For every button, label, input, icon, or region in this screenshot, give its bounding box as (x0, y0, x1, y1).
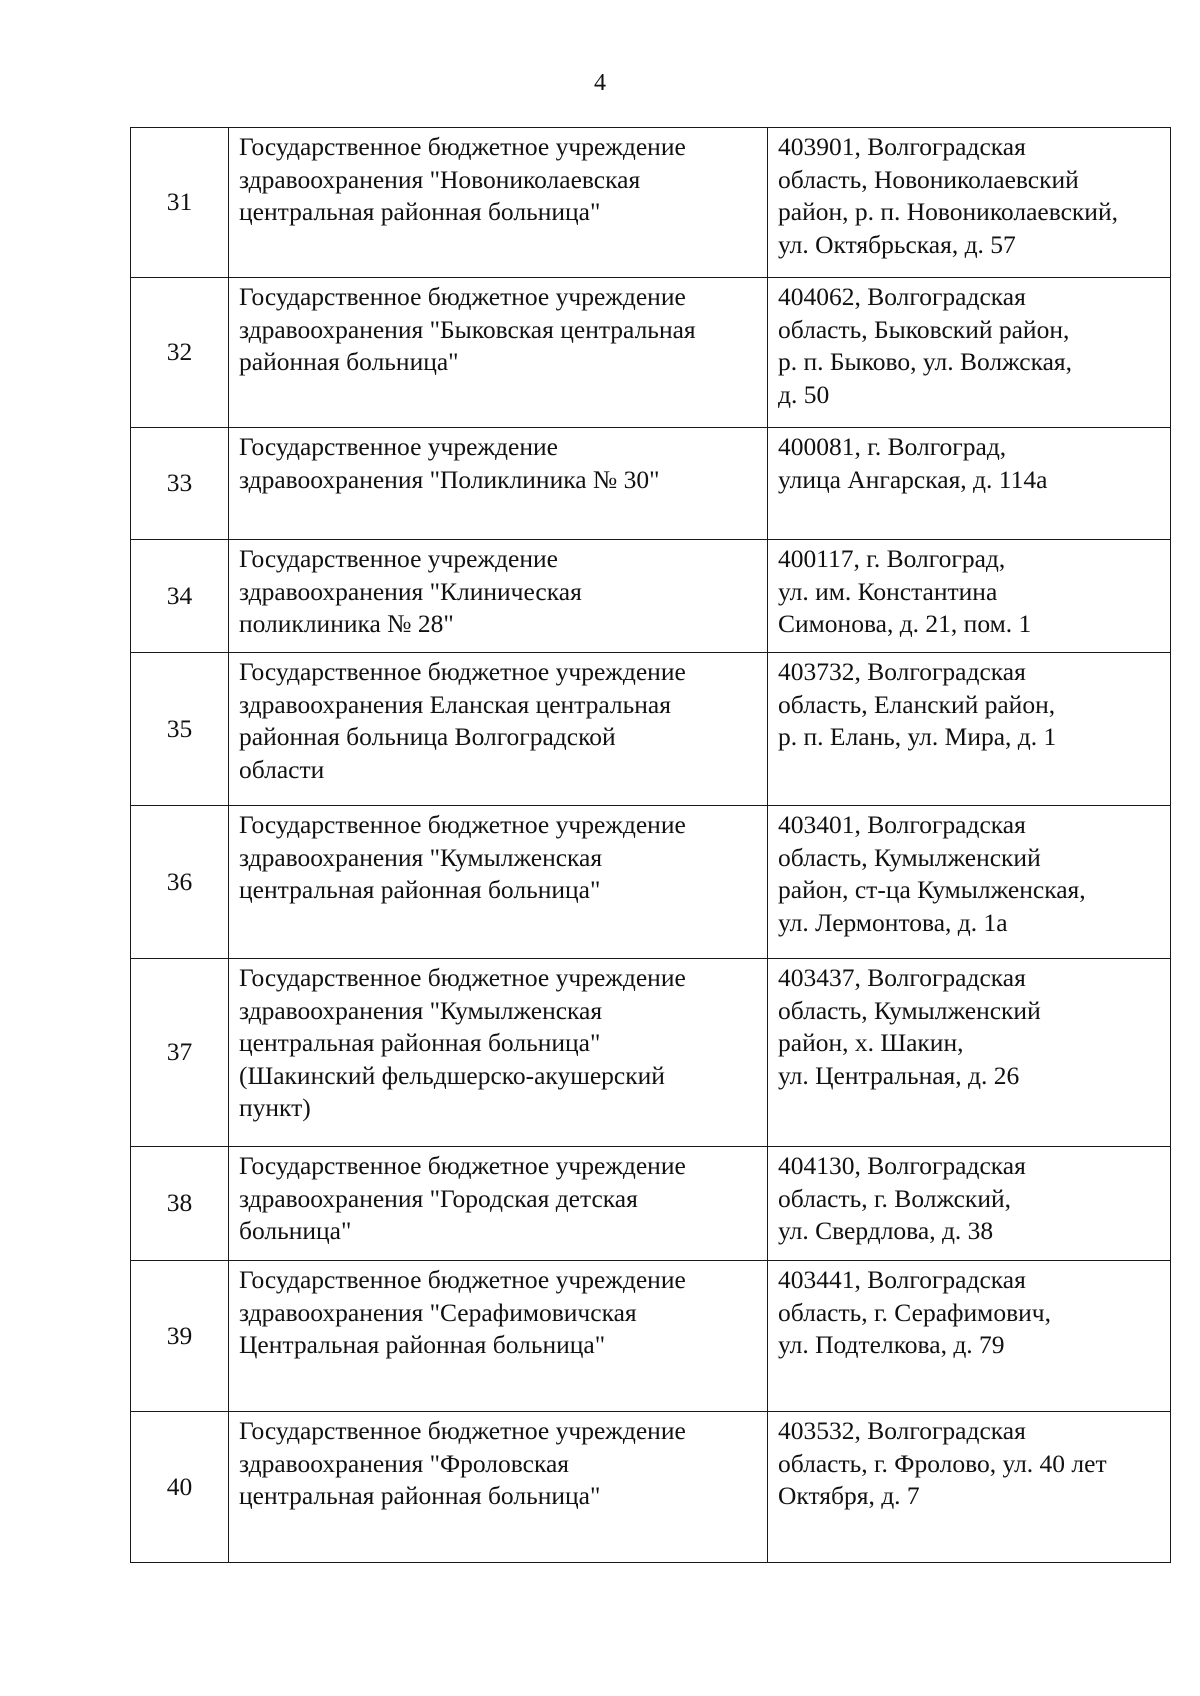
address-line: ул. Лермонтова, д. 1а (778, 907, 1008, 937)
address-line: ул. им. Константина (778, 576, 998, 606)
row-number: 36 (131, 806, 229, 959)
institution-address (768, 1147, 1171, 1261)
address-line: 404130, Волгоградская (778, 1151, 1026, 1180)
table-row (131, 1147, 1171, 1261)
institution-address (768, 278, 1171, 428)
institution-name-line: больница" (239, 1216, 352, 1245)
row-number: 35 (131, 653, 229, 806)
institution-address (768, 1261, 1171, 1412)
institution-name-line: Государственное бюджетное учреждение (239, 1151, 686, 1180)
institution-name (229, 428, 768, 540)
institution-name-line: пункт) (239, 1093, 311, 1122)
institution-name-line: центральная районная больница" (239, 197, 601, 226)
institution-name-line: здравоохранения "Кумылженская (239, 995, 603, 1025)
institutions-table (130, 127, 1171, 1563)
table-row (131, 653, 1171, 806)
institution-name-line: центральная районная больница" (239, 875, 601, 904)
address-line: район, р. п. Новониколаевский, (778, 197, 1118, 226)
address-line: область, Новониколаевский (778, 164, 1079, 194)
institution-address (768, 806, 1171, 959)
address-line: ул. Подтелкова, д. 79 (778, 1330, 1005, 1359)
table-row (131, 540, 1171, 653)
institutions-table-body (131, 128, 1171, 1563)
institution-name (229, 1147, 768, 1261)
address-line: ул. Свердлова, д. 38 (778, 1216, 994, 1245)
address-line: р. п. Елань, ул. Мира, д. 1 (778, 722, 1057, 751)
institution-name-line: центральная районная больница" (239, 1481, 601, 1510)
address-line: район, ст-ца Кумылженская, (778, 875, 1086, 904)
institution-name (229, 540, 768, 653)
address-line: район, х. Шакин, (778, 1028, 964, 1057)
institution-address (768, 653, 1171, 806)
institution-name-line: Государственное бюджетное учреждение (239, 132, 686, 161)
address-line: д. 50 (778, 379, 830, 409)
address-line: область, г. Серафимович, (778, 1297, 1051, 1327)
institution-name-line: районная больница" (239, 347, 459, 376)
institution-name-line: районная больница Волгоградской (239, 722, 616, 751)
address-line: Октября, д. 7 (778, 1481, 920, 1510)
table-row (131, 128, 1171, 278)
institution-name-line: здравоохранения "Быковская центральная (239, 314, 696, 344)
institution-name-line: здравоохранения Еланская центральная (239, 689, 671, 719)
address-line: улица Ангарская, д. 114а (778, 464, 1048, 494)
address-line: область, г. Фролово, ул. 40 лет (778, 1448, 1107, 1478)
institution-name-line: Государственное бюджетное учреждение (239, 657, 686, 686)
institution-name (229, 278, 768, 428)
row-number: 38 (131, 1147, 229, 1261)
row-number: 40 (131, 1412, 229, 1563)
institution-name-line: здравоохранения "Новониколаевская (239, 164, 641, 194)
institution-name-line: здравоохранения "Кумылженская (239, 842, 603, 872)
address-line: область, Кумылженский (778, 842, 1041, 872)
address-line: 403437, Волгоградская (778, 963, 1026, 992)
institution-name-line: здравоохранения "Городская детская (239, 1183, 638, 1213)
institution-name-line: здравоохранения "Серафимовичская (239, 1297, 637, 1327)
institution-name (229, 1261, 768, 1412)
institution-name-line: Центральная районная больница" (239, 1330, 606, 1359)
table-row (131, 428, 1171, 540)
address-line: 400117, г. Волгоград, (778, 544, 1006, 573)
address-line: 403901, Волгоградская (778, 132, 1026, 161)
address-line: область, Кумылженский (778, 995, 1041, 1025)
institution-address (768, 128, 1171, 278)
row-number: 31 (131, 128, 229, 278)
institution-address (768, 540, 1171, 653)
address-line: р. п. Быково, ул. Волжская, (778, 347, 1073, 376)
institution-name-line: Государственное бюджетное учреждение (239, 1265, 686, 1294)
address-line: область, Еланский район, (778, 689, 1056, 719)
address-line: ул. Октябрьская, д. 57 (778, 229, 1016, 259)
institution-name (229, 653, 768, 806)
institution-name (229, 1412, 768, 1563)
institution-name (229, 128, 768, 278)
institution-name-line: Государственное бюджетное учреждение (239, 810, 686, 839)
row-number: 34 (131, 540, 229, 653)
row-number: 37 (131, 959, 229, 1147)
address-line: ул. Центральная, д. 26 (778, 1060, 1020, 1090)
page-number: 4 (594, 70, 606, 96)
institution-name-line: поликлиника № 28" (239, 609, 454, 638)
institution-name-line: здравоохранения "Клиническая (239, 576, 582, 606)
institution-address (768, 428, 1171, 540)
row-number: 32 (131, 278, 229, 428)
address-line: 400081, г. Волгоград, (778, 432, 1007, 461)
institution-name-line: Государственное бюджетное учреждение (239, 963, 686, 992)
institution-name-line: Государственное бюджетное учреждение (239, 282, 686, 311)
address-line: область, г. Волжский, (778, 1183, 1011, 1213)
address-line: 404062, Волгоградская (778, 282, 1026, 311)
address-line: область, Быковский район, (778, 314, 1070, 344)
address-line: 403732, Волгоградская (778, 657, 1026, 686)
institution-name-line: центральная районная больница" (239, 1028, 601, 1057)
institution-name-line: (Шакинский фельдшерско-акушерский (239, 1060, 665, 1090)
address-line: 403441, Волгоградская (778, 1265, 1026, 1294)
institution-name-line: Государственное учреждение (239, 432, 558, 461)
institution-name-line: Государственное бюджетное учреждение (239, 1416, 686, 1445)
institution-name-line: здравоохранения "Поликлиника № 30" (239, 464, 660, 494)
table-row (131, 806, 1171, 959)
institution-address (768, 1412, 1171, 1563)
table-row (131, 959, 1171, 1147)
institution-name (229, 806, 768, 959)
institution-name-line: здравоохранения "Фроловская (239, 1448, 570, 1478)
table-row (131, 1261, 1171, 1412)
address-line: Симонова, д. 21, пом. 1 (778, 609, 1032, 638)
institution-name-line: области (239, 754, 325, 784)
table-row (131, 1412, 1171, 1563)
address-line: 403532, Волгоградская (778, 1416, 1026, 1445)
row-number: 33 (131, 428, 229, 540)
institution-name (229, 959, 768, 1147)
address-line: 403401, Волгоградская (778, 810, 1026, 839)
row-number: 39 (131, 1261, 229, 1412)
institution-name-line: Государственное учреждение (239, 544, 558, 573)
institution-address (768, 959, 1171, 1147)
table-row (131, 278, 1171, 428)
